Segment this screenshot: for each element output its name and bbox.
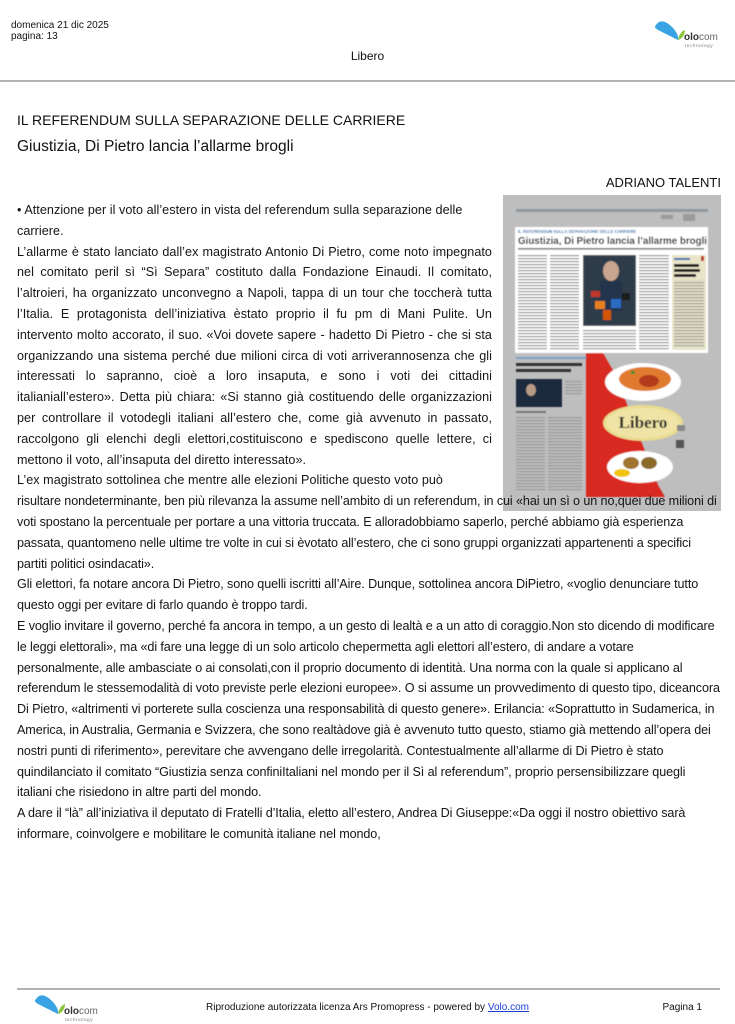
publication-date: domenica 21 dic 2025	[11, 20, 109, 31]
footer-divider	[17, 988, 720, 990]
volo-link[interactable]: Volo.com	[487, 1002, 529, 1013]
source-newspaper: Libero	[350, 49, 385, 63]
clipping-headline: Giustizia, Di Pietro lancia l’allarme brogli	[518, 236, 708, 247]
logo-blue-drop	[655, 21, 678, 40]
article-kicker: IL REFERENDUM SULLA SEPARAZIONE DELLE CARRIERE	[17, 112, 406, 128]
header-divider	[0, 80, 735, 82]
article-body-narrow-column	[17, 200, 492, 491]
clipping-masthead: Libero	[618, 413, 668, 432]
article-body-wide-column	[17, 491, 720, 845]
article-author: ADRIANO TALENTI	[605, 175, 721, 190]
article-paragraph: L’allarme è stato lanciato dall’ex magistrato Antonio Di Pietro, come noto impegnato nel comitato peril sì “Sì Separa” costituto dalla Fondazione Einaudi. Il comitato, l’altroieri, ha organizzato unconvegno a Napoli, tappa di un tour che toccherà tutta l’Italia. E protagonista dell’iniziativa èstato proprio il fu pm di Mani Pulite. Un intervento molto accorato, il suo. «Voi dovete sapere - hadetto Di Pietro - che si sta organizzando una sistema perché due milioni circa di voti arriverannosenza che gli interessati lo sapranno, cioè a loro insaputa, e sono i voti dei cittadini italianiall’estero». Detta più chiara: «Si stanno già costituendo delle organizzazioni per controllare il votodegli italiani all’estero che, come già avvenuto in passato, raccolgono gli elenchi degli elettori,costituiscono e spediscono quelle lettere, ci mettono il voto, all’insaputa del diretto interessato».	[17, 244, 492, 467]
article-paragraph: Gli elettori, fa notare ancora Di Pietro, sono quelli iscritti all’Aire. Dunque, sottolinea ancora DiPietro, «voglio denunciare tutto questo oggi per evitare di farlo quando è troppo tardi.	[17, 577, 699, 613]
document-meta	[11, 20, 109, 42]
footer-page-number: Pagina 1	[662, 1002, 702, 1013]
article-paragraph: E voglio invitare il governo, perché fa ancora in tempo, a un gesto di lealtà e a un atto di coraggio.Non sto dicendo di modificare le leggi elettorali», ma «di fare una legge di un solo articolo chepermetta agli elettori all’estero, di andare a votare personalmente, alle ambasciate o ai consolati,con il proprio documento di identità. Una norma con la quale si applicano al referendum le stessemodalità di voto previste perle elezioni europee». O si assume un provvedimento di questo tipo, diceancora Di Pietro, «altrimenti vi porterete sulla coscienza una responsabilità di questo genere». Erilancia: «Soprattutto in Sudamerica, in America, in Australia, Germania e Svizzera, che sono realtàdove già è avvenuto tutto questo, stiamo già mettendo all’opera dei nostri punti di riferimento», perevitare che avvengano delle irregolarità. Contestualmente all’allarme di Di Pietro è stato quindilanciato il comitato “Giustizia senza confiniItaliani nel mondo per il Sì al referendum”, proprio persensibilizzare quegli italiani che risiedono in altre parti del mondo.	[17, 618, 720, 800]
article-paragraph: A dare il “là” all’iniziativa il deputato di Fratelli d’Italia, eletto all’estero, Andrea Di Giuseppe:«Da oggi il nostro obiettivo sarà informare, coinvolgere e mobilitare le comunità italiane nel mondo,	[17, 806, 686, 841]
article-body	[17, 200, 720, 845]
clipping-kicker: IL REFERENDUM SULLA SEPARAZIONE DELLE CARRIERE	[518, 229, 637, 234]
footer-license	[0, 1002, 735, 1013]
article-lead-paragraph: • Attenzione per il voto all’estero in vista del referendum sulla separazione delle carriere.	[17, 203, 463, 238]
page-number-label: pagina: 13	[11, 31, 58, 42]
logo-tagline: technology	[685, 43, 714, 48]
article-paragraph-wrap-rest: risultare nondeterminante, ben più rilevanza la assume nell’ambito di un referendum, in cui «hai un sì o un no,quei due milioni di voti spostano la percentuale per portare a una vittoria truccata. E alloradobbiamo saperlo, perché abbiamo già esperienza passata, quantomeno nelle ultime tre volte in cui si èvotato all’estero, che ci sono gruppi organizzati appartenenti a specifici partiti politici osindacati».	[17, 494, 717, 571]
article-title: Giustizia, Di Pietro lancia l’allarme brogli	[17, 138, 294, 155]
logo-wordmark: olocom	[64, 1006, 98, 1017]
license-text: Riproduzione autorizzata licenza Ars Promopress - powered by	[206, 1002, 488, 1013]
article-paragraph-wrap-first: L’ex magistrato sottolinea che mentre alle elezioni Politiche questo voto può	[17, 473, 443, 488]
volocom-logo-icon	[654, 19, 726, 51]
logo-tagline: technology	[65, 1017, 94, 1022]
logo-wordmark: olocom	[684, 32, 718, 43]
